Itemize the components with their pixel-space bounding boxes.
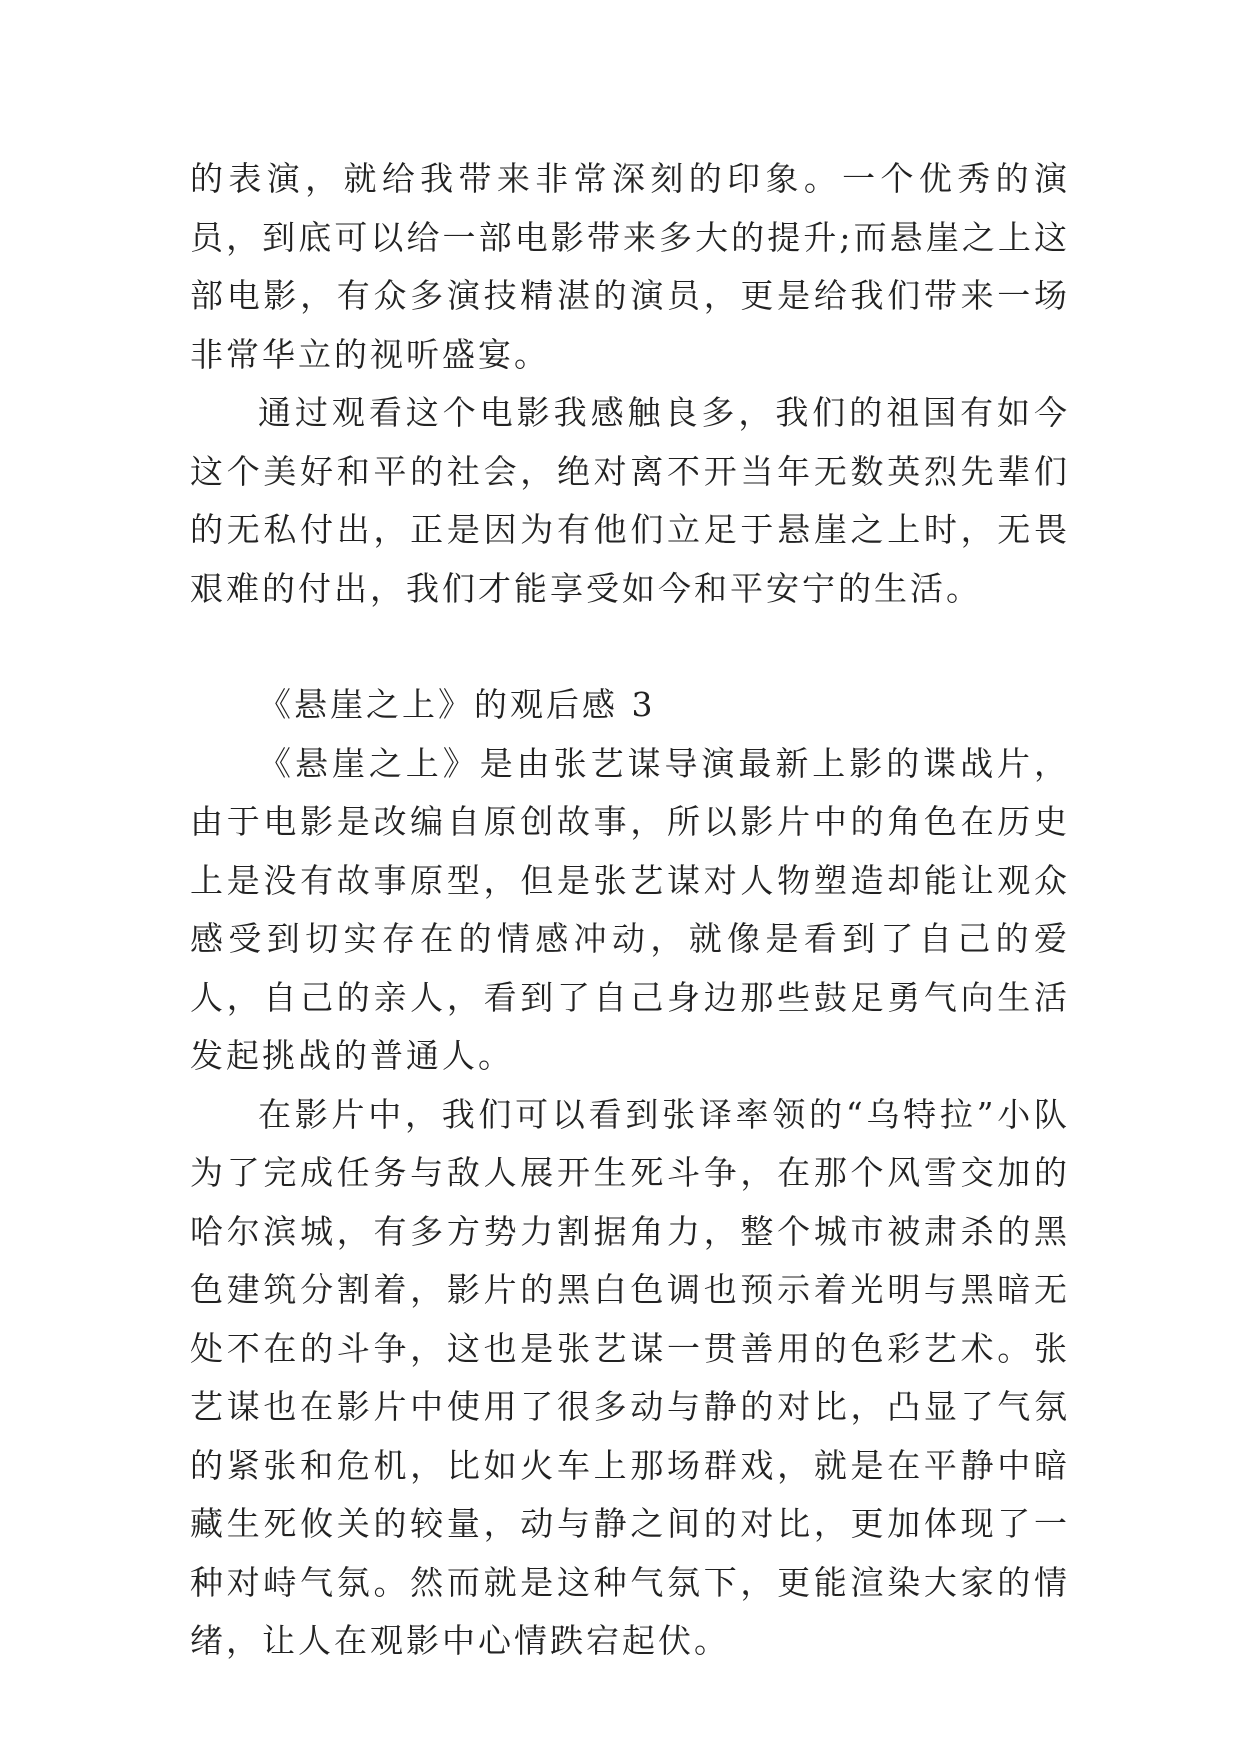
paragraph-conclusion: 通过观看这个电影我感触良多，我们的祖国有如今这个美好和平的社会，绝对离不开当年无数英烈先辈们的无私付出，正是因为有他们立足于悬崖之上时，无畏艰难的付出，我们才能享受如今和平安宁的生活。 xyxy=(190,393,1070,608)
document-body xyxy=(190,150,1070,1671)
section-title: 《悬崖之上》的观后感 3 xyxy=(258,685,656,724)
paragraph-body: 在影片中，我们可以看到张译率领的“乌特拉”小队为了完成任务与敌人展开生死斗争，在那个风雪交加的哈尔滨城，有多方势力割据角力，整个城市被肃杀的黑色建筑分割着，影片的黑白色调也预示着光明与黑暗无处不在的斗争，这也是张艺谋一贯善用的色彩艺术。张艺谋也在影片中使用了很多动与静的对比，凸显了气氛的紧张和危机，比如火车上那场群戏，就是在平静中暗藏生死攸关的较量，动与静之间的对比，更加体现了一种对峙气氛。然而就是这种气氛下，更能渲染大家的情绪，让人在观影中心情跌宕起伏。 xyxy=(190,1094,1070,1660)
paragraph-continued: 的表演，就给我带来非常深刻的印象。一个优秀的演员，到底可以给一部电影带来多大的提升;而悬崖之上这部电影，有众多演技精湛的演员，更是给我们带来一场非常华立的视听盛宴。 xyxy=(190,159,1070,374)
section-spacer xyxy=(190,618,1070,676)
paragraph-intro: 《悬崖之上》是由张艺谋导演最新上影的谍战片，由于电影是改编自原创故事，所以影片中的角色在历史上是没有故事原型，但是张艺谋对人物塑造却能让观众感受到切实存在的情感冲动，就像是看到了自己的爱人，自己的亲人，看到了自己身边那些鼓足勇气向生活发起挑战的普通人。 xyxy=(190,743,1070,1075)
